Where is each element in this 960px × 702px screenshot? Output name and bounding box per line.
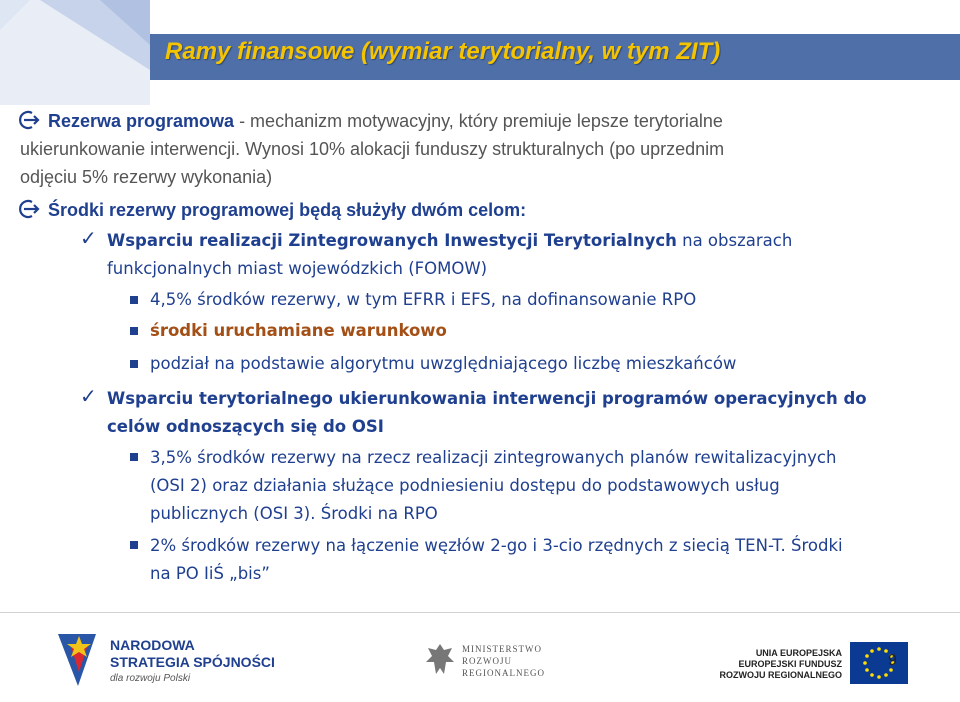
sub1-item-1: 4,5% środków rezerwy, w tym EFRR i EFS, na dofinansowanie RPO xyxy=(150,290,697,309)
check1-rest: na obszarach xyxy=(676,231,793,250)
footer-divider xyxy=(0,612,960,613)
check2-line1: Wsparciu terytorialnego ukierunkowania interwencji programów operacyjnych do xyxy=(107,389,867,408)
bullet1-line2: ukierunkowanie interwencji. Wynosi 10% alokacji funduszy strukturalnych (po uprzednim xyxy=(20,139,725,159)
check1-line2: funkcjonalnych miast wojewódzkich (FOMOW) xyxy=(107,259,488,278)
mrr-line1: MINISTERSTWO xyxy=(462,644,542,654)
bullet2-text: Środki rezerwy programowej będą służyły dwóm celom: xyxy=(48,200,527,220)
nss-line2: STRATEGIA SPÓJNOŚCI xyxy=(110,654,275,670)
polish-eagle-icon xyxy=(424,640,456,680)
sub2-item-1-line1: 3,5% środków rezerwy na rzecz realizacji zintegrowanych planów rewitalizacyjnych xyxy=(150,448,837,467)
mrr-line2: ROZWOJU xyxy=(462,656,512,666)
ue-line2: EUROPEJSKI FUNDUSZ xyxy=(738,659,842,669)
sub2-item-1-line3: publicznych (OSI 3). Środki na RPO xyxy=(150,504,438,523)
nss-logo-icon xyxy=(56,630,102,688)
sub1-item-3: podział na podstawie algorytmu uwzględniającego liczbę mieszkańców xyxy=(150,354,737,373)
eu-flag-icon xyxy=(850,642,908,684)
check1-bold: Wsparciu realizacji Zintegrowanych Inwestycji Terytorialnych xyxy=(107,231,677,250)
nss-line1: NARODOWA xyxy=(110,637,195,653)
square-bullet-icon xyxy=(130,453,138,461)
square-bullet-icon xyxy=(130,360,138,368)
sub2-item-2-line2: na PO IiŚ „bis” xyxy=(150,564,270,583)
bullet1-rest: - mechanizm motywacyjny, który premiuje lepsze terytorialne xyxy=(234,111,723,131)
square-bullet-icon xyxy=(130,327,138,335)
ue-line1: UNIA EUROPEJSKA xyxy=(755,648,842,658)
bullet1-line1 xyxy=(48,110,723,132)
sub1-item-2: środki uruchamiane warunkowo xyxy=(150,321,447,340)
check-icon: ✓ xyxy=(80,386,97,408)
arrow-bullet-icon xyxy=(18,198,40,220)
arrow-bullet-icon xyxy=(18,109,40,131)
square-bullet-icon xyxy=(130,541,138,549)
ue-line3: ROZWOJU REGIONALNEGO xyxy=(719,670,842,680)
nss-line3: dla rozwoju Polski xyxy=(110,673,191,684)
square-bullet-icon xyxy=(130,296,138,304)
mrr-line3: REGIONALNEGO xyxy=(462,668,545,678)
sub2-item-1-line2: (OSI 2) oraz działania służące podniesieniu dostępu do podstawowych usług xyxy=(150,476,780,495)
check2-line2: celów odnoszących się do OSI xyxy=(107,417,384,436)
bullet1-line3: odjęciu 5% rezerwy wykonania) xyxy=(20,167,273,187)
check1-line1 xyxy=(107,230,792,252)
check-icon: ✓ xyxy=(80,228,97,250)
slide-title: Ramy finansowe (wymiar terytorialny, w tym ZIT) xyxy=(165,38,721,65)
page-number: 9 xyxy=(888,652,897,669)
sub2-item-2-line1: 2% środków rezerwy na łączenie węzłów 2-go i 3-cio rzędnych z siecią TEN-T. Środki xyxy=(150,536,843,555)
bullet1-bold: Rezerwa programowa xyxy=(48,111,235,131)
